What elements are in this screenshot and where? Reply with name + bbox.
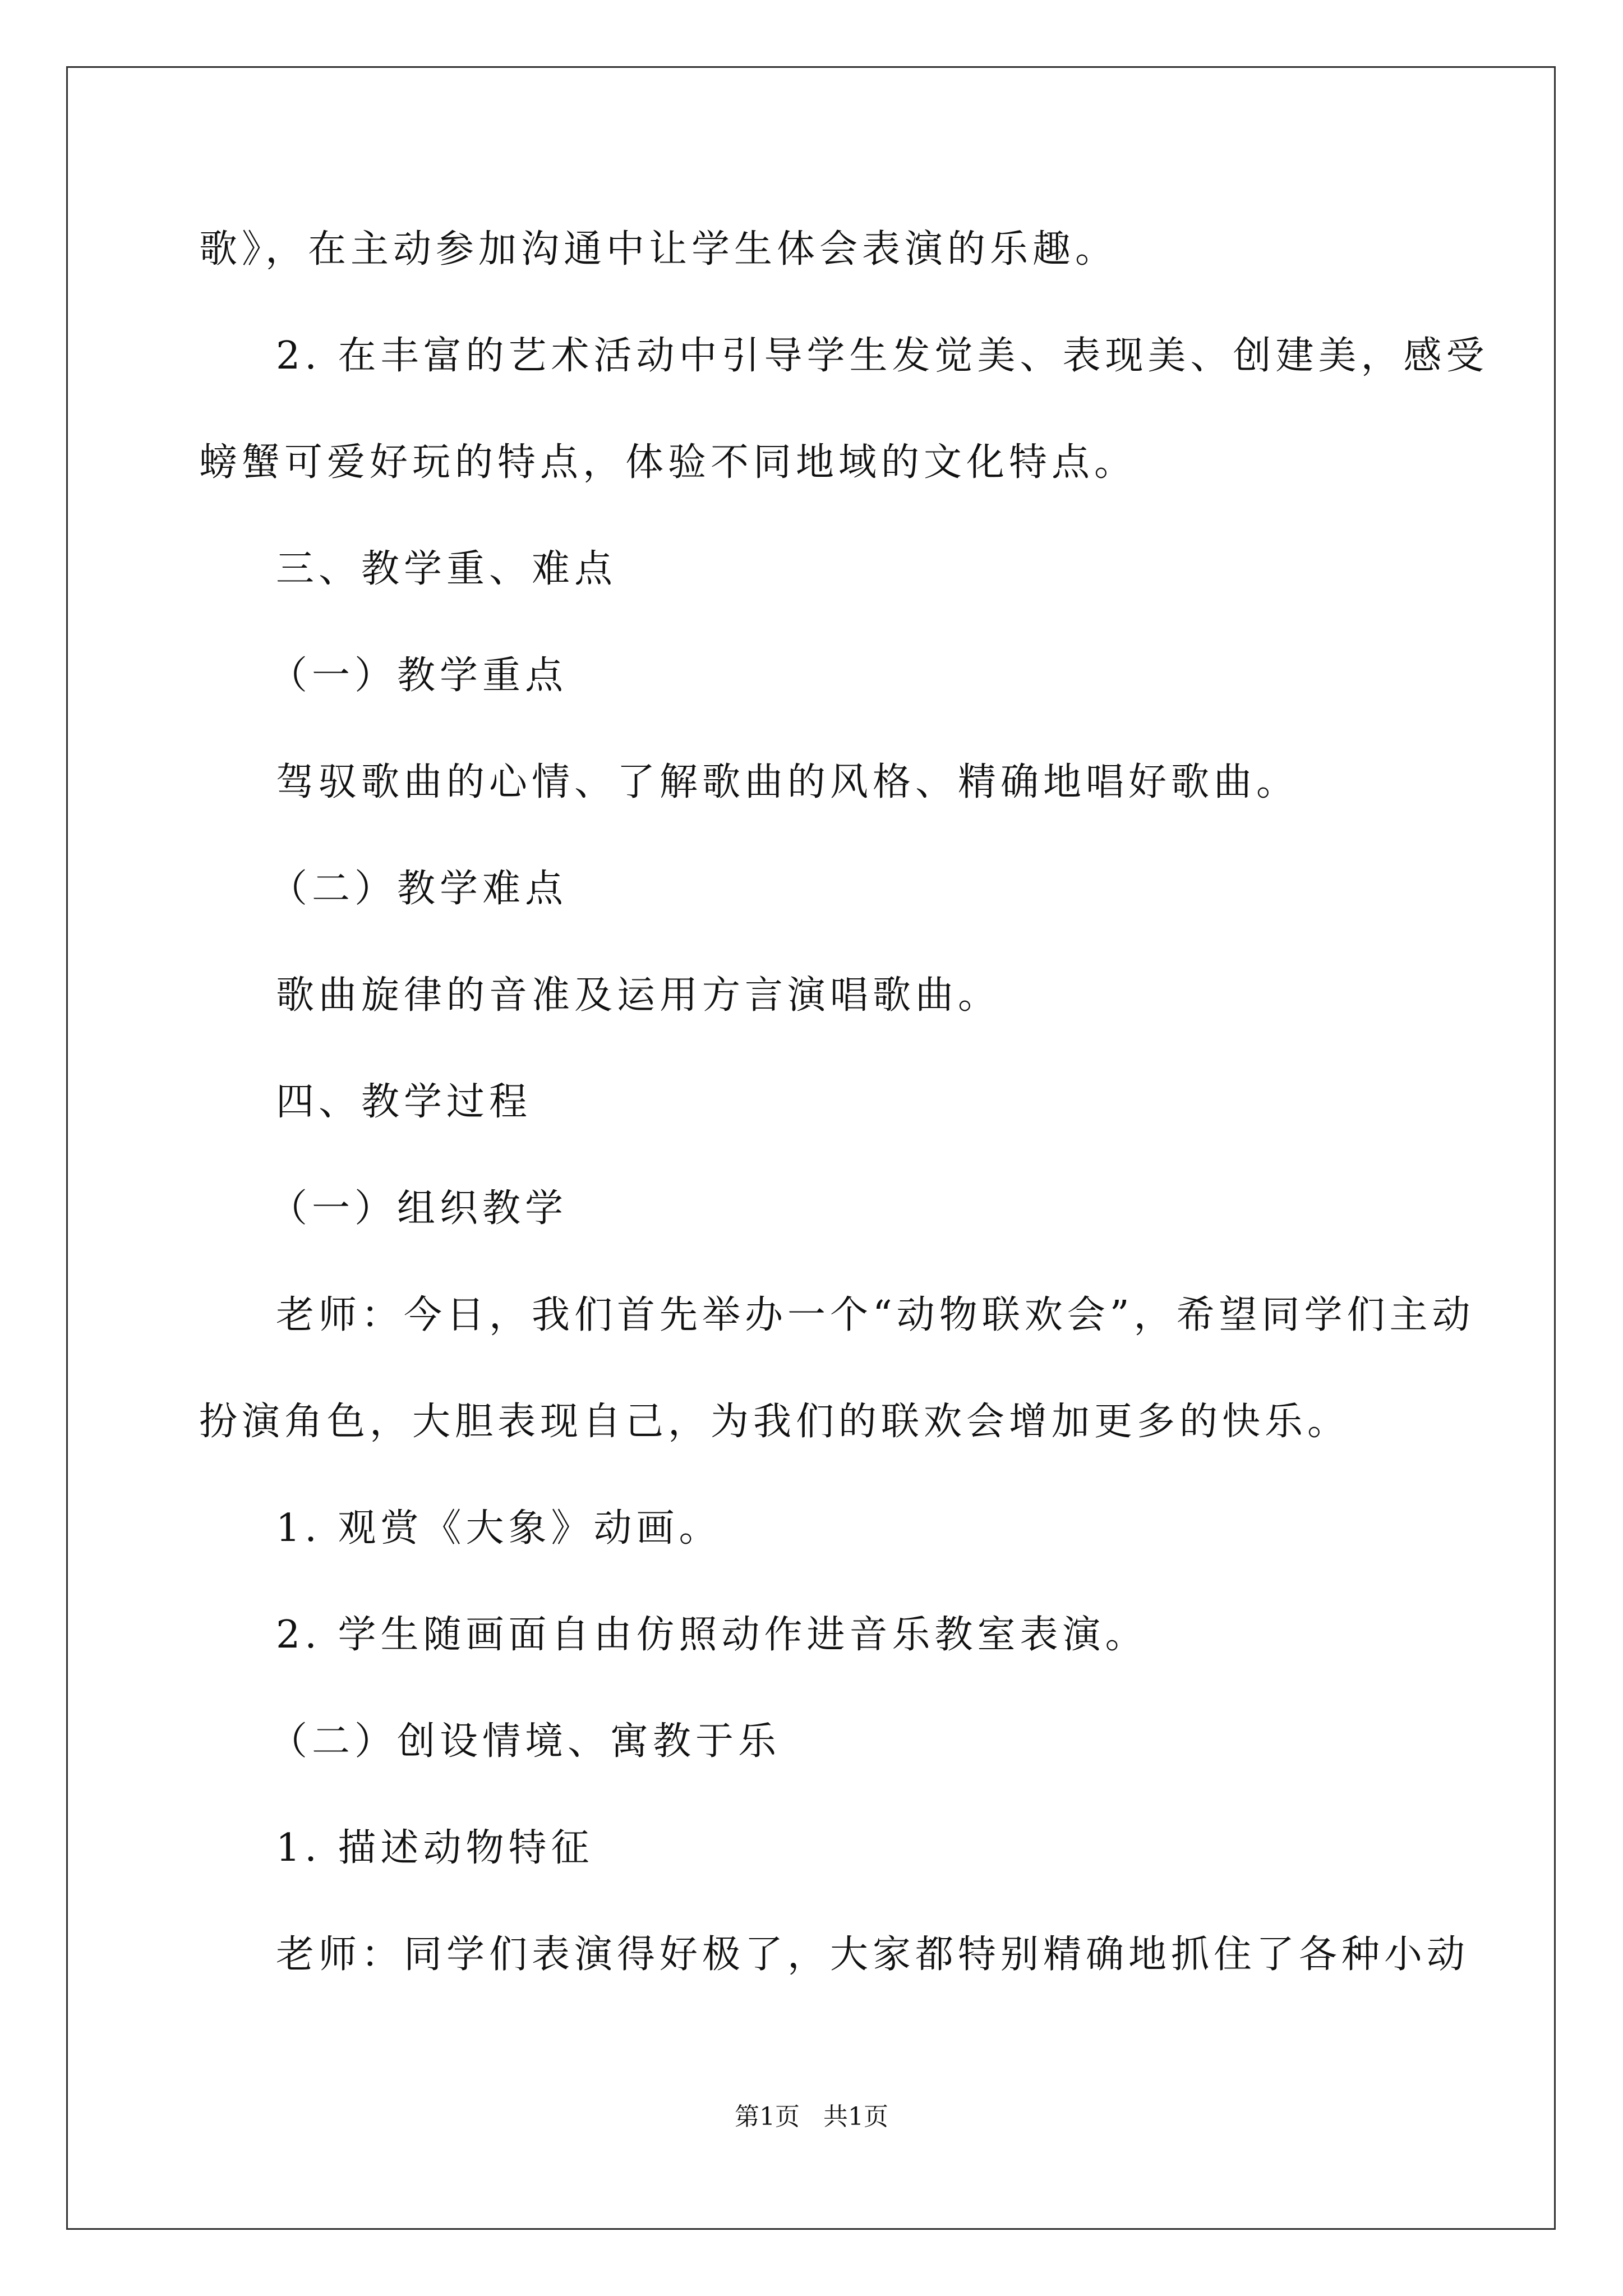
subheading-difficulties: （二）教学难点 — [269, 867, 568, 911]
section-heading-4: 四、教学过程 — [276, 1080, 532, 1124]
text-line-16: 1. 描述动物特征 — [276, 1826, 594, 1870]
subheading-key-points: （一）教学重点 — [269, 654, 568, 698]
subheading-organize: （一）组织教学 — [269, 1186, 568, 1231]
text-line-12: 扮演角色，大胆表现自己，为我们的联欢会增加更多的快乐。 — [199, 1400, 1350, 1444]
subheading-scenario: （二）创设情境、寓教于乐 — [269, 1719, 781, 1764]
text-line-13: 1. 观赏《大象》动画。 — [276, 1506, 722, 1550]
text-line-14: 2. 学生随画面自由仿照动作进音乐教室表演。 — [276, 1613, 1148, 1657]
page-total: 共1页 — [823, 2102, 888, 2131]
text-line-11: 老师：今日，我们首先举办一个“动物联欢会”，希望同学们主动 — [276, 1293, 1475, 1337]
page-number: 第1页 — [735, 2102, 800, 2131]
text-line-2: 2. 在丰富的艺术活动中引导学生发觉美、表现美、创建美，感受 — [276, 334, 1489, 378]
text-line-8: 歌曲旋律的音准及运用方言演唱歌曲。 — [276, 973, 1001, 1018]
page-footer — [0, 2101, 1623, 2133]
text-line-6: 驾驭歌曲的心情、了解歌曲的风格、精确地唱好歌曲。 — [276, 760, 1299, 804]
text-line-1: 歌》，在主动参加沟通中让学生体会表演的乐趣。 — [199, 227, 1118, 272]
section-heading-3: 三、教学重、难点 — [276, 547, 617, 591]
text-line-17: 老师：同学们表演得好极了，大家都特别精确地抓住了各种小动 — [276, 1932, 1470, 1977]
text-line-3: 螃蟹可爱好玩的特点，体验不同地域的文化特点。 — [199, 440, 1137, 485]
page-border — [66, 66, 1556, 2230]
